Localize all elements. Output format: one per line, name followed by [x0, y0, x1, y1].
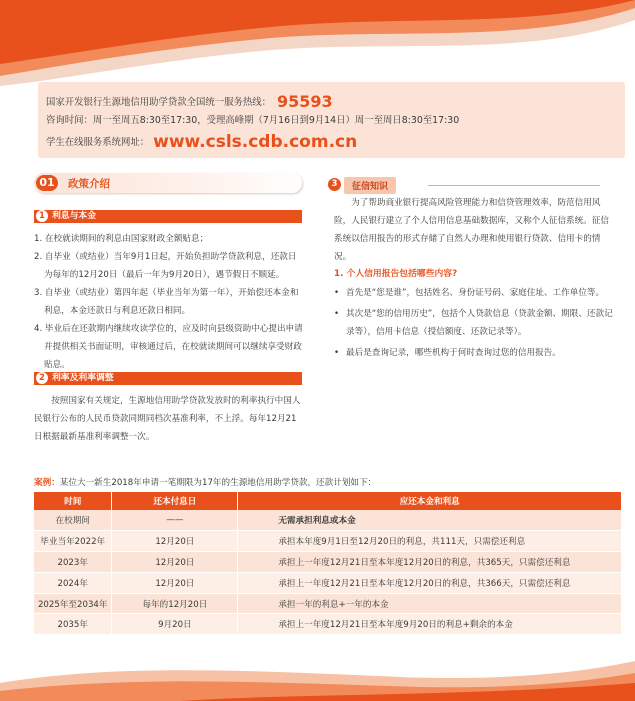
table-cell: 承担本年度9月1日至12月20日的利息，共111天，只需偿还利息 — [238, 531, 622, 552]
table-cell: 12月20日 — [112, 531, 238, 552]
section-number: 01 — [36, 175, 58, 191]
list-item: • 最后是查询记录，哪些机构于何时查询过您的信用报告。 — [334, 344, 614, 362]
table-cell: 12月20日 — [112, 572, 238, 593]
hotline-row — [46, 90, 333, 109]
column-header-amount: 应还本金和利息 — [238, 492, 622, 510]
column-header-time: 时间 — [34, 492, 112, 510]
table-cell: 9月20日 — [112, 614, 238, 635]
table-row — [34, 531, 622, 552]
hotline-label: 国家开发银行生源地信用助学贷款全国统一服务热线： — [46, 97, 272, 108]
section-credit-header — [328, 176, 598, 196]
table-cell: 每年的12月20日 — [112, 593, 238, 614]
list-item: 2. 自毕业（或结业）当年9月1日起，开始负担助学贷款利息，还款日为每年的12月20日（最后一年为9月20日），遇节假日不顺延。 — [34, 252, 297, 280]
table-cell: 2025年至2034年 — [34, 593, 112, 614]
table-row — [34, 614, 622, 635]
table-header-row — [34, 492, 622, 510]
subsection-rate-header — [34, 372, 302, 385]
section-title: 征信知识 — [344, 177, 396, 194]
website-link[interactable]: www.csls.cdb.com.cn — [153, 132, 358, 152]
table-cell: 承担上一年度12月21日至本年度12月20日的利息，共365天，只需偿还利息 — [238, 552, 622, 573]
subsection-number: 1 — [36, 210, 48, 222]
website-row — [46, 130, 357, 150]
list-item: • 首先是“您是谁”，包括姓名、身份证号码、家庭住址、工作单位等。 — [334, 284, 614, 302]
table-cell: 2035年 — [34, 614, 112, 635]
interest-rules-list — [34, 230, 304, 374]
bottom-wave-decoration — [0, 653, 635, 701]
table-cell: 12月20日 — [112, 552, 238, 573]
credit-question: 1. 个人信用报告包括哪些内容? — [334, 269, 458, 279]
credit-report-list — [334, 284, 614, 365]
table-cell: 在校期间 — [34, 510, 112, 531]
table-row — [34, 572, 622, 593]
rate-paragraph: 按照国家有关规定，生源地信用助学贷款发放时的利率执行中国人民银行公布的人民币贷款同期同档次基准利率，不上浮。每年12月21日根据最新基准利率调整一次。 — [34, 396, 301, 442]
website-label: 学生在线服务系统网址： — [46, 137, 150, 148]
table-cell: 承担上一年度12月21日至本年度12月20日的利息，共366天，只需偿还利息 — [238, 572, 622, 593]
column-header-date: 还本付息日 — [112, 492, 238, 510]
table-cell: 无需承担利息或本金 — [238, 510, 622, 531]
top-wave-decoration — [0, 0, 635, 90]
credit-intro-paragraph: 为了帮助商业银行提高风险管理能力和信贷管理效率，防范信用风险，人民银行建立了个人信用信息基础数据库，又称个人征信系统。征信系统以信用报告的形式存储了自然人办理和使用银行贷款、信用卡的情况。 — [334, 198, 610, 262]
subsection-number: 2 — [36, 372, 48, 384]
case-label: 案例： — [34, 478, 60, 488]
list-item: • 其次是“您的信用历史”，包括个人贷款信息（贷款金额、期限、还款记录等），信用卡信息（授信额度、还款记录等）。 — [334, 305, 614, 341]
subsection-title: 利率及利率调整 — [52, 373, 114, 383]
table-cell: 毕业当年2022年 — [34, 531, 112, 552]
table-cell: 承担上一年度12月21日至本年度9月20日的利息+剩余的本金 — [238, 614, 622, 635]
list-item: 1. 在校就读期间的利息由国家财政全额贴息； — [34, 234, 209, 244]
repayment-table — [34, 492, 622, 635]
subsection-interest-header — [34, 210, 302, 223]
section-number: 3 — [328, 178, 341, 191]
table-cell: —— — [112, 510, 238, 531]
table-cell: 2023年 — [34, 552, 112, 573]
table-row — [34, 552, 622, 573]
table-cell: 2024年 — [34, 572, 112, 593]
hotline-panel — [38, 82, 625, 158]
table-cell: 承担一年的利息+一年的本金 — [238, 593, 622, 614]
case-line — [34, 476, 376, 488]
list-item: 3. 自毕业（或结业）第四年起（毕业当年为第一年），开始偿还本金和利息，本金还款日与利息还款日相同。 — [34, 288, 299, 316]
table-row — [34, 510, 622, 531]
consult-hours: 咨询时间：周一至周五8:30至17:30，受理高峰期（7月16日到9月14日）周一至周日8:30至17:30 — [46, 115, 460, 126]
case-text: 某位大一新生2018年申请一笔期限为17年的生源地信用助学贷款，还款计划如下： — [59, 478, 377, 488]
table-row — [34, 593, 622, 614]
list-item: 4. 毕业后在还款期内继续攻读学位的，应及时向县级资助中心提出申请并提供相关书面证明，审核通过后，在校就读期间可以继续享受财政贴息。 — [34, 324, 303, 370]
hotline-number: 95593 — [277, 92, 333, 111]
subsection-title: 利息与本金 — [52, 211, 96, 221]
section-title: 政策介绍 — [68, 178, 110, 190]
section-policy-header — [34, 173, 302, 193]
section-divider — [428, 185, 600, 186]
